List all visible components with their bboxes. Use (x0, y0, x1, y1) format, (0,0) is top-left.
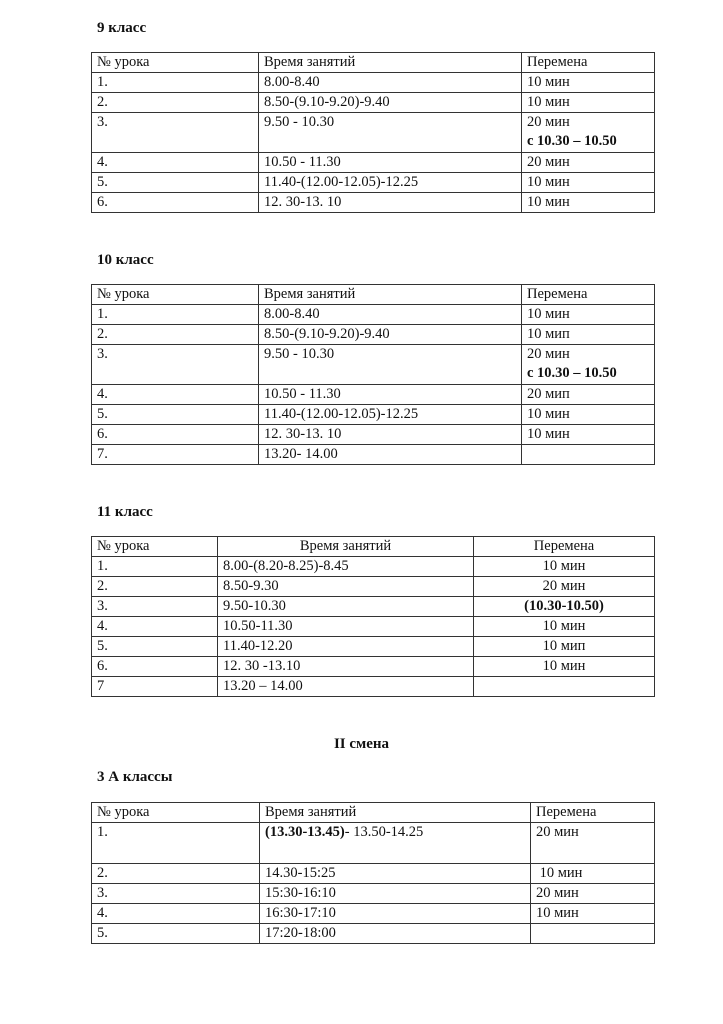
table-row (92, 405, 655, 425)
break-duration (531, 924, 655, 944)
lesson-time: 11.40-12.20 (218, 637, 474, 657)
table-header-row (92, 285, 655, 305)
lesson-time: 9.50 - 10.30 (259, 345, 522, 385)
break-duration: 20 мин (522, 153, 655, 173)
break-duration: 10 мин (474, 657, 655, 677)
table-row (92, 173, 655, 193)
table-header-row (92, 803, 655, 823)
break-duration: 10 мин (522, 405, 655, 425)
break-duration: 20 мин (474, 577, 655, 597)
lesson-number: 5. (92, 924, 260, 944)
table-row (92, 425, 655, 445)
lesson-number: 7 (92, 677, 218, 697)
table-row (92, 325, 655, 345)
lesson-time: 8.00-8.40 (259, 73, 522, 93)
lesson-time: 10.50 - 11.30 (259, 153, 522, 173)
lesson-time: 8.00-8.40 (259, 305, 522, 325)
lesson-time: 10.50-11.30 (218, 617, 474, 637)
lesson-number: 2. (92, 864, 260, 884)
break-duration: 20 мин (527, 346, 570, 362)
table-row (92, 93, 655, 113)
header-lesson: № урока (92, 285, 259, 305)
header-time: Время занятий (259, 285, 522, 305)
table-row (92, 113, 655, 153)
lesson-number: 4. (92, 904, 260, 924)
table-row (92, 153, 655, 173)
lesson-number: 6. (92, 425, 259, 445)
table-row (92, 345, 655, 385)
table-row (92, 884, 655, 904)
break-duration (522, 445, 655, 465)
table-row (92, 597, 655, 617)
lesson-time: 8.50-9.30 (218, 577, 474, 597)
lesson-time: 12. 30-13. 10 (259, 425, 522, 445)
lesson-time: 11.40-(12.00-12.05)-12.25 (259, 173, 522, 193)
lesson-time: 12. 30-13. 10 (259, 193, 522, 213)
lesson-time: 16:30-17:10 (260, 904, 531, 924)
lesson-number: 3. (92, 884, 260, 904)
table-row (92, 637, 655, 657)
table-header-row (92, 537, 655, 557)
lesson-number: 7. (92, 445, 259, 465)
lesson-time: - 13.50-14.25 (344, 824, 424, 840)
grade11-table (91, 536, 655, 697)
break-duration: 20 мип (522, 385, 655, 405)
lesson-time: 9.50-10.30 (218, 597, 474, 617)
table-row (92, 445, 655, 465)
break-duration: 20 мин (531, 823, 655, 864)
lesson-time: 13.20 – 14.00 (218, 677, 474, 697)
header-break: Перемена (531, 803, 655, 823)
lesson-time: 12. 30 -13.10 (218, 657, 474, 677)
table-row (92, 193, 655, 213)
table-row (92, 617, 655, 637)
break-duration: 10 мин (474, 617, 655, 637)
grade9-table (91, 52, 655, 213)
break-duration-cell (522, 113, 655, 153)
lesson-time: 10.50 - 11.30 (259, 385, 522, 405)
lesson-number: 3. (92, 597, 218, 617)
break-duration: 10 мин (522, 173, 655, 193)
lesson-number: 1. (92, 823, 260, 864)
lesson-number: 2. (92, 93, 259, 113)
header-break: Перемена (522, 285, 655, 305)
header-break: Перемена (522, 53, 655, 73)
break-duration: 10 мин (531, 904, 655, 924)
break-duration-cell (522, 345, 655, 385)
table-row (92, 823, 655, 864)
grade3a-heading: 3 А классы (97, 769, 173, 785)
lesson-number: 4. (92, 385, 259, 405)
table-row (92, 305, 655, 325)
header-break: Перемена (474, 537, 655, 557)
lesson-number: 1. (92, 73, 259, 93)
header-lesson: № урока (92, 803, 260, 823)
table-header-row (92, 53, 655, 73)
grade10-heading: 10 класс (97, 252, 154, 268)
lesson-time: 9.50 - 10.30 (259, 113, 522, 153)
table-row (92, 924, 655, 944)
break-note: с 10.30 – 10.50 (527, 133, 617, 149)
break-duration: 10 мин (522, 425, 655, 445)
lesson-number: 6. (92, 193, 259, 213)
lesson-number: 5. (92, 405, 259, 425)
lesson-time: 8.00-(8.20-8.25)-8.45 (218, 557, 474, 577)
break-duration: 20 мин (527, 114, 570, 130)
lesson-number: 2. (92, 325, 259, 345)
header-time: Время занятий (218, 537, 474, 557)
lesson-number: 6. (92, 657, 218, 677)
table-row (92, 904, 655, 924)
grade11-heading: 11 класс (97, 504, 153, 520)
lesson-time-cell (260, 823, 531, 864)
lesson-number: 5. (92, 173, 259, 193)
break-duration: 10 мип (474, 637, 655, 657)
lesson-number: 4. (92, 153, 259, 173)
break-note: с 10.30 – 10.50 (527, 365, 617, 381)
lesson-number: 2. (92, 577, 218, 597)
header-lesson: № урока (92, 537, 218, 557)
break-duration: 10 мин (522, 73, 655, 93)
lesson-time: 14.30-15:25 (260, 864, 531, 884)
header-time: Время занятий (259, 53, 522, 73)
break-duration: 20 мин (531, 884, 655, 904)
lesson-time: 8.50-(9.10-9.20)-9.40 (259, 325, 522, 345)
break-duration: 10 мин (522, 193, 655, 213)
table-row (92, 73, 655, 93)
break-duration: 10 мип (522, 325, 655, 345)
table-row (92, 677, 655, 697)
break-duration: 10 мин (474, 557, 655, 577)
break-duration: (10.30-10.50) (474, 597, 655, 617)
table-row (92, 657, 655, 677)
lesson-number: 4. (92, 617, 218, 637)
lesson-time: 15:30-16:10 (260, 884, 531, 904)
lesson-time: 13.20- 14.00 (259, 445, 522, 465)
lesson-number: 3. (92, 113, 259, 153)
break-duration (474, 677, 655, 697)
grade9-heading: 9 класс (97, 20, 147, 36)
header-lesson: № урока (92, 53, 259, 73)
lesson-time: 11.40-(12.00-12.05)-12.25 (259, 405, 522, 425)
table-row (92, 557, 655, 577)
lesson-time-prefix: (13.30-13.45) (265, 824, 345, 840)
table-row (92, 385, 655, 405)
grade10-table (91, 284, 655, 465)
lesson-number: 5. (92, 637, 218, 657)
shift2-heading: II смена (333, 736, 390, 752)
table-row (92, 864, 655, 884)
grade3a-table (91, 802, 655, 944)
header-time: Время занятий (260, 803, 531, 823)
lesson-number: 1. (92, 305, 259, 325)
lesson-time: 17:20-18:00 (260, 924, 531, 944)
lesson-time: 8.50-(9.10-9.20)-9.40 (259, 93, 522, 113)
table-row (92, 577, 655, 597)
break-duration: 10 мин (522, 93, 655, 113)
lesson-number: 3. (92, 345, 259, 385)
lesson-number: 1. (92, 557, 218, 577)
break-duration: 10 мин (531, 864, 655, 884)
break-duration: 10 мин (522, 305, 655, 325)
